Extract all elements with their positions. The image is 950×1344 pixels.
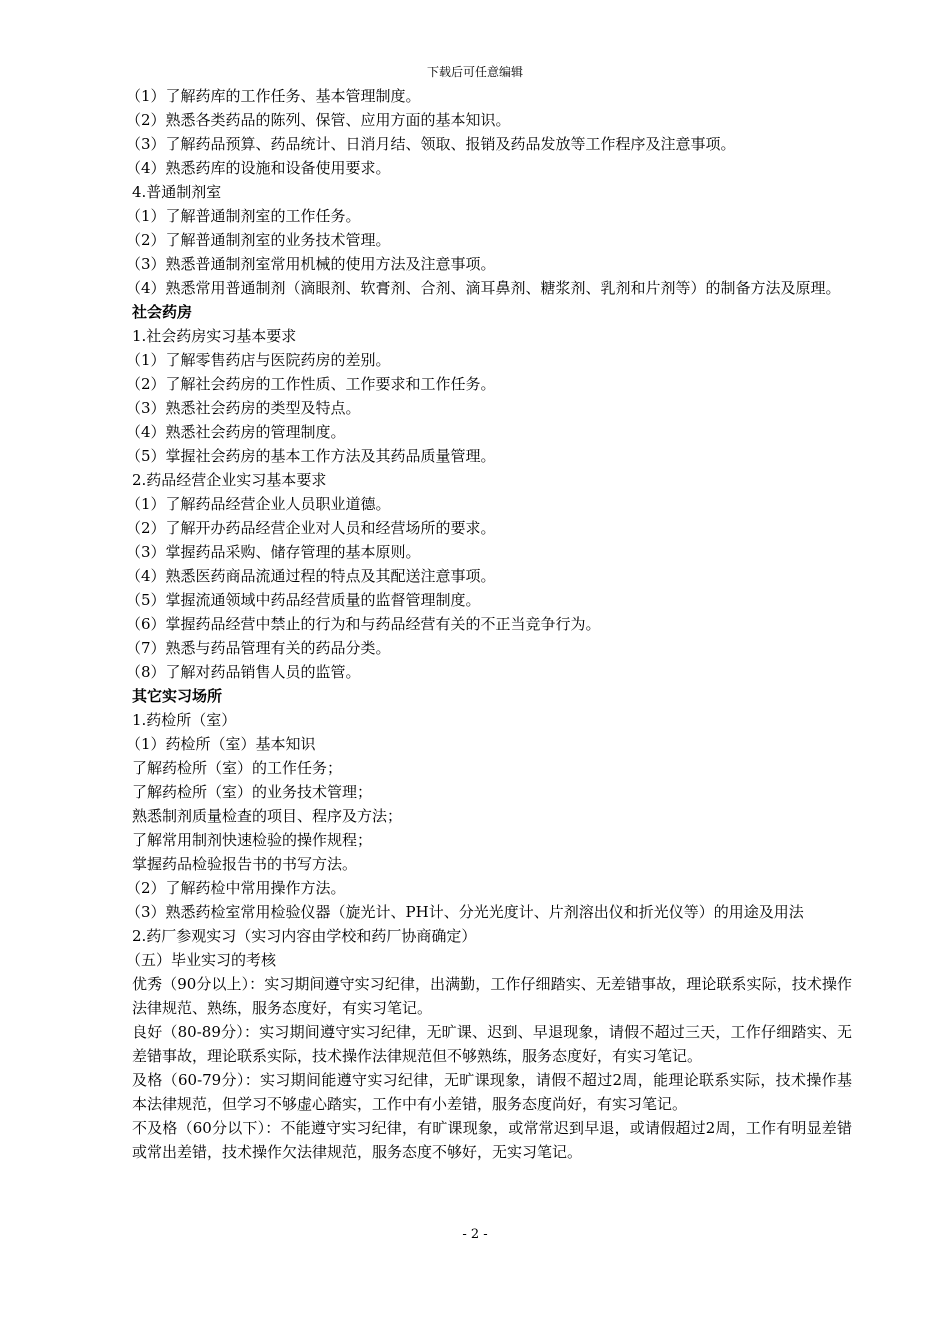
text-line: （五）毕业实习的考核 [126, 951, 277, 969]
text-line: 了解药检所（室）的工作任务； [132, 759, 343, 777]
text-line: （4）熟悉常用普通制剂（滴眼剂、软膏剂、合剂、滴耳鼻剂、糖浆剂、乳剂和片剂等）的制备方法及原理。 [126, 279, 841, 297]
text-line: （2）了解普通制剂室的业务技术管理。 [126, 231, 391, 249]
text-line: （3）熟悉社会药房的类型及特点。 [126, 399, 361, 417]
text-line: 掌握药品检验报告书的书写方法。 [132, 855, 358, 873]
text-line: （2）熟悉各类药品的陈列、保管、应用方面的基本知识。 [126, 111, 511, 129]
section-heading: 社会药房 [132, 303, 193, 321]
text-line: （2）了解社会药房的工作性质、工作要求和工作任务。 [126, 375, 496, 393]
text-line: （3）熟悉普通制剂室常用机械的使用方法及注意事项。 [126, 255, 496, 273]
text-line: 1.药检所（室） [132, 711, 237, 729]
text-line: （3）熟悉药检室常用检验仪器（旋光计、PH计、分光光度计、片剂溶出仪和折光仪等）的用途及用法 [126, 903, 804, 921]
text-line: （1）了解零售药店与医院药房的差别。 [126, 351, 391, 369]
page-number: - 2 - [462, 1227, 488, 1242]
text-line: （5）掌握社会药房的基本工作方法及其药品质量管理。 [126, 447, 496, 465]
text-line: （3）掌握药品采购、储存管理的基本原则。 [126, 543, 421, 561]
document-body [100, 84, 852, 1164]
text-line: 1.社会药房实习基本要求 [132, 327, 297, 345]
text-line: 2.药品经营企业实习基本要求 [132, 471, 327, 489]
text-line: 优秀（90分以上）：实习期间遵守实习纪律，出满勤，工作仔细踏实、无差错事故，理论联系实际，技术操作法律规范、熟练，服务态度好，有实习笔记。 [132, 975, 852, 1017]
text-line: （2）了解药检中常用操作方法。 [126, 879, 346, 897]
text-line: （1）了解普通制剂室的工作任务。 [126, 207, 361, 225]
text-line: （3）了解药品预算、药品统计、日消月结、领取、报销及药品发放等工作程序及注意事项。 [126, 135, 736, 153]
page-header: 下载后可任意编辑 [426, 65, 523, 79]
text-line: （4）熟悉医药商品流通过程的特点及其配送注意事项。 [126, 567, 496, 585]
text-line: 了解常用制剂快速检验的操作规程； [132, 831, 373, 849]
text-line: （5）掌握流通领域中药品经营质量的监督管理制度。 [126, 591, 481, 609]
text-line: （1）了解药品经营企业人员职业道德。 [126, 495, 391, 513]
text-line: 2.药厂参观实习（实习内容由学校和药厂协商确定） [132, 927, 477, 945]
text-line: 4.普通制剂室 [132, 183, 222, 201]
text-line: （8）了解对药品销售人员的监管。 [126, 663, 361, 681]
text-line: （6）掌握药品经营中禁止的行为和与药品经营有关的不正当竞争行为。 [126, 615, 601, 633]
text-line: （1）了解药库的工作任务、基本管理制度。 [126, 87, 421, 105]
text-line: （7）熟悉与药品管理有关的药品分类。 [126, 639, 391, 657]
section-heading: 其它实习场所 [132, 687, 223, 705]
text-line: （4）熟悉社会药房的管理制度。 [126, 423, 346, 441]
text-line: 不及格（60分以下）：不能遵守实习纪律，有旷课现象，或常常迟到早退，或请假超过2周，工作有明显差错或常出差错，技术操作欠法律规范，服务态度不够好，无实习笔记。 [132, 1119, 852, 1161]
text-line: （4）熟悉药库的设施和设备使用要求。 [126, 159, 391, 177]
text-line: 了解药检所（室）的业务技术管理； [132, 783, 373, 801]
text-line: 良好（80-89分）：实习期间遵守实习纪律，无旷课、迟到、早退现象，请假不超过三天，工作仔细踏实、无差错事故，理论联系实际，技术操作法律规范但不够熟练，服务态度好，有实习笔记。 [132, 1023, 852, 1065]
text-line: （2）了解开办药品经营企业对人员和经营场所的要求。 [126, 519, 496, 537]
text-line: （1）药检所（室）基本知识 [126, 735, 316, 753]
text-line: 熟悉制剂质量检查的项目、程序及方法； [132, 807, 403, 825]
text-line: 及格（60-79分）：实习期间能遵守实习纪律，无旷课现象，请假不超过2周，能理论联系实际，技术操作基本法律规范，但学习不够虚心踏实，工作中有小差错，服务态度尚好，有实习笔记。 [132, 1071, 852, 1113]
